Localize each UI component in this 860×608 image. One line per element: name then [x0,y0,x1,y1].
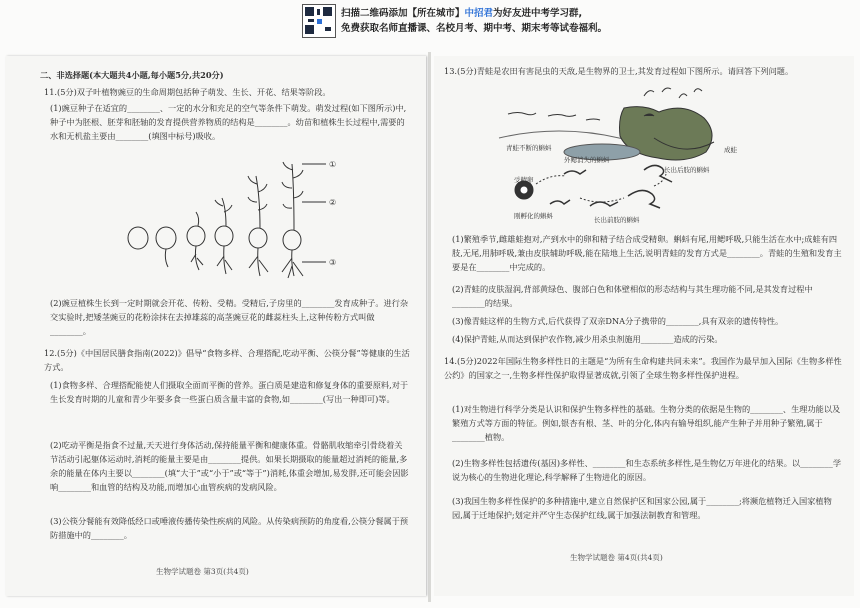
frog-label-2: 受精卵 [514,176,534,184]
q12-intro: 12.(5分)《中国居民膳食指南(2022)》倡导“食物多样、合理搭配,吃动平衡、公筷分餐”等健康的生活方式。 [44,348,410,372]
banner-highlight: 中招君 [464,8,494,19]
q14-part3: (3)我国生物多样性保护的多种措施中,建立自然保护区和国家公园,属于________;将濒危植物迁入国家植物园,属于迁地保护;划定并严守生态保护红线,属于加强法制教育和管理。 [452,496,832,520]
fig-label-2: ② [329,198,337,207]
banner-text [341,6,607,36]
frog-development-figure [494,86,764,226]
fig-label-3: ③ [329,258,337,267]
frog-label-1: 外鳃消失的蝌蚪 [564,156,610,164]
banner-line1-post: 为好友进中考学习群, [493,8,583,19]
q13-part2: (2)青蛙的皮肤湿润,背部黄绿色、腹部白色和体壁相似的形态结构与其生理功能不同,是其发育过程中________的结果。 [452,284,813,308]
germination-figure [126,154,356,282]
q12-part2: (2)吃动平衡是指食不过量,天天进行身体活动,保持能量平衡和健康体重。骨骼肌收缩牵引骨绕着关节活动引起躯体运动时,消耗的能量主要是由________提供。如果长期摄取的能量超过消耗的能量,多余的能量在体内主要以________(填“大于”或“小于”或“等于”)消耗,体重会增加,易发胖,还可能会因影响________和血管的结构及功能,而增加心血管疾病的发病风险。 [50,440,409,492]
fig-label-1: ① [329,160,337,169]
frog-label-6: 成蛙 [724,146,737,154]
q11-part2: (2)豌豆植株生长到一定时期就会开花、传粉、受精。受精后,子房里的________发育成种子。进行杂交实验时,把矮茎豌豆的花粉涂抹在去掉雄蕊的高茎豌豆花的雌蕊柱头上,这种传粉方式叫做________。 [50,298,409,336]
q12-part1: (1)食物多样、合理搭配能使人们摄取全面而平衡的营养。蛋白质是建造和修复身体的重要原料,对于生长发育时期的儿童和青少年要多食一些蛋白质含量丰富的食物,如________(写出一种即可)等。 [50,380,409,404]
q13-intro: 13.(5分)青蛙是农田有害昆虫的天敌,是生物界的卫士,其发育过程如下图所示。请回答下列问题。 [444,66,794,76]
banner-line1-pre: 扫描二维码添加【所在城市】 [341,8,465,19]
promo-banner [0,0,860,44]
q11-part1: (1)豌豆种子在适宜的________、一定的水分和充足的空气等条件下萌发。萌发过程(如下图所示)中,种子中为胚根、胚芽和胚轴的发育提供营养物质的结构是________。幼苗和植株生长过程中,需要的水和无机盐主要由________(填图中标号)吸收。 [50,103,407,141]
frog-label-5: 长出后肢的蝌蚪 [664,166,710,174]
left-footer: 生物学试题卷 第3页(共4页) [156,567,249,576]
qr-code-icon[interactable] [302,4,336,38]
q13-part3: (3)像青蛙这样的生物方式,后代获得了双亲DNA分子携带的________,具有双亲的遗传特性。 [452,316,784,326]
section-heading: 二、非选择题(本大题共4小题,每小题5分,共20分) [40,70,224,80]
frog-label-0: 青蛙不断的蝌蚪 [506,144,552,152]
q14-part1: (1)对生物进行科学分类是认识和保护生物多样性的基础。生物分类的依据是生物的________、生理功能以及繁殖方式等方面的特征。例如,银杏有根、茎、叶的分化,体内有输导组织,能产生种子并用种子繁殖,属于________植物。 [452,404,841,442]
page-fold [428,52,431,602]
right-footer: 生物学试题卷 第4页(共4页) [570,553,663,562]
q14-part2: (2)生物多样性包括遗传(基因)多样性、________和生态系统多样性,是生物亿万年进化的结果。以________学说为核心的生物进化理论,科学解释了生物进化的原因。 [452,458,842,482]
q11-intro: 11.(5分)双子叶植物豌豆的生命周期包括种子萌发、生长、开花、结果等阶段。 [44,87,331,97]
q13-part1: (1)繁殖季节,雌雄蛙抱对,产到水中的卵和精子结合成受精卵。蝌蚪有尾,用鳃呼吸,只能生活在水中;成蛙有四肢,无尾,用肺呼吸,兼由皮肤辅助呼吸,能在陆地上生活,说明青蛙的发育方式是________。青蛙的生殖和发育主要是在________中完成的。 [452,234,842,272]
frog-label-3: 刚孵化的蝌蚪 [514,212,553,220]
frog-label-4: 长出前肢的蝌蚪 [594,216,640,224]
q14-intro: 14.(5分)2022年国际生物多样性日的主题是“为所有生命构建共同未来”。我国作为最早加入国际《生物多样性公约》的国家之一,生物多样性保护取得显著成就,引领了全球生物多样性保护进程。 [444,356,842,380]
left-page [6,56,426,596]
banner-line2: 免费获取名师直播课、名校月考、期中考、期末考等试卷福利。 [341,23,608,34]
q13-part4: (4)保护青蛙,从而达到保护农作物,减少用杀虫剂施用________造成的污染。 [452,334,723,344]
right-page [434,56,854,596]
q12-part3: (3)公筷分餐能有效降低经口或唾液传播传染性疾病的风险。从传染病预防的角度看,公筷分餐属于预防措施中的________。 [50,516,409,540]
